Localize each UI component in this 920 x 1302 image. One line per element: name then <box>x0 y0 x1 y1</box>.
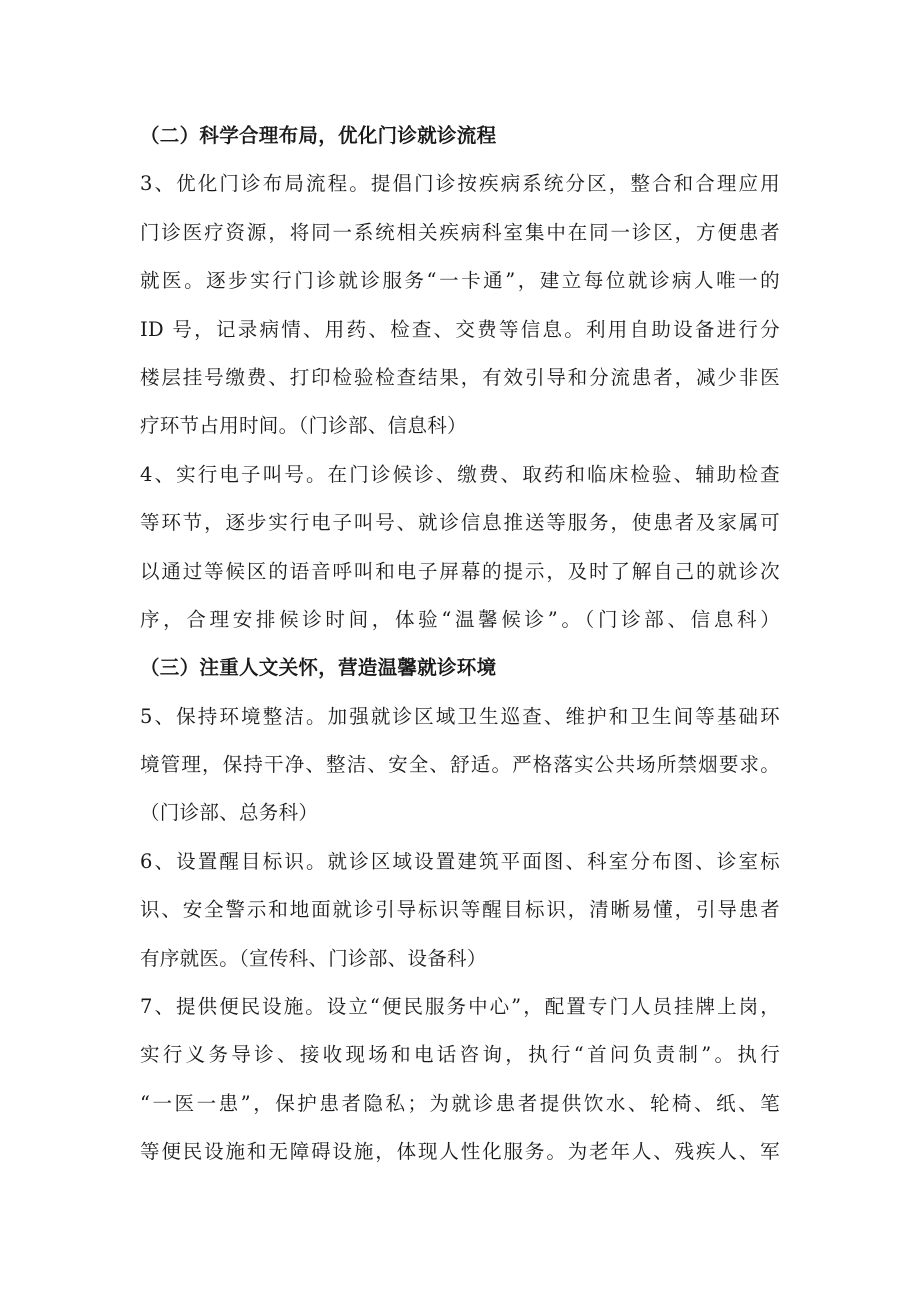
paragraph-line: 门诊医疗资源，将同一系统相关疾病科室集中在同一诊区，方便患者 <box>140 220 780 244</box>
paragraph-line: （门诊部、总务科） <box>140 801 319 825</box>
paragraph-line: 有序就医。（宣传科、门诊部、设备科） <box>140 946 487 970</box>
document-page <box>140 112 780 1177</box>
paragraph-line: 序，合理安排候诊时间，体验“温馨候诊”。（门诊部、信息科） <box>140 607 780 631</box>
paragraph-line: 3、优化门诊布局流程。提倡门诊按疾病系统分区，整合和合理应用 <box>140 172 780 196</box>
paragraph-item-3 <box>140 160 780 450</box>
paragraph-item-7 <box>140 983 780 1177</box>
paragraph-line: 境管理，保持干净、整洁、安全、舒适。严格落实公共场所禁烟要求。 <box>140 753 780 777</box>
paragraph-line: ID 号，记录病情、用药、检查、交费等信息。利用自助设备进行分 <box>140 317 780 341</box>
paragraph-line: 以通过等候区的语音呼叫和电子屏幕的提示，及时了解自己的就诊次 <box>140 559 780 583</box>
paragraph-line: 等环节，逐步实行电子叫号、就诊信息推送等服务，使患者及家属可 <box>140 511 780 535</box>
paragraph-item-6 <box>140 838 780 983</box>
paragraph-line: 6、设置醒目标识。就诊区域设置建筑平面图、科室分布图、诊室标 <box>140 849 780 873</box>
paragraph-item-5 <box>140 693 780 838</box>
paragraph-line: 7、提供便民设施。设立“便民服务中心”，配置专门人员挂牌上岗， <box>140 995 780 1019</box>
paragraph-line: “一医一患”，保护患者隐私；为就诊患者提供饮水、轮椅、纸、笔 <box>140 1091 780 1115</box>
paragraph-line: 5、保持环境整洁。加强就诊区域卫生巡查、维护和卫生间等基础环 <box>140 704 780 728</box>
paragraph-line: 4、实行电子叫号。在门诊候诊、缴费、取药和临床检验、辅助检查 <box>140 462 780 486</box>
section-heading-2: （二）科学合理布局，优化门诊就诊流程 <box>140 124 497 147</box>
paragraph-line: 楼层挂号缴费、打印检验检查结果，有效引导和分流患者，减少非医 <box>140 365 780 389</box>
paragraph-line: 疗环节占用时间。（门诊部、信息科） <box>140 414 467 438</box>
paragraph-line: 实行义务导诊、接收现场和电话咨询，执行“首问负责制”。执行 <box>140 1043 780 1067</box>
paragraph-line: 等便民设施和无障碍设施，体现人性化服务。为老年人、残疾人、军 <box>140 1140 780 1164</box>
paragraph-line: 识、安全警示和地面就诊引导标识等醒目标识，清晰易懂，引导患者 <box>140 898 780 922</box>
paragraph-item-4 <box>140 451 780 645</box>
paragraph-line: 就医。逐步实行门诊就诊服务“一卡通”，建立每位就诊病人唯一的 <box>140 269 780 293</box>
section-heading-3: （三）注重人文关怀，营造温馨就诊环境 <box>140 656 497 680</box>
